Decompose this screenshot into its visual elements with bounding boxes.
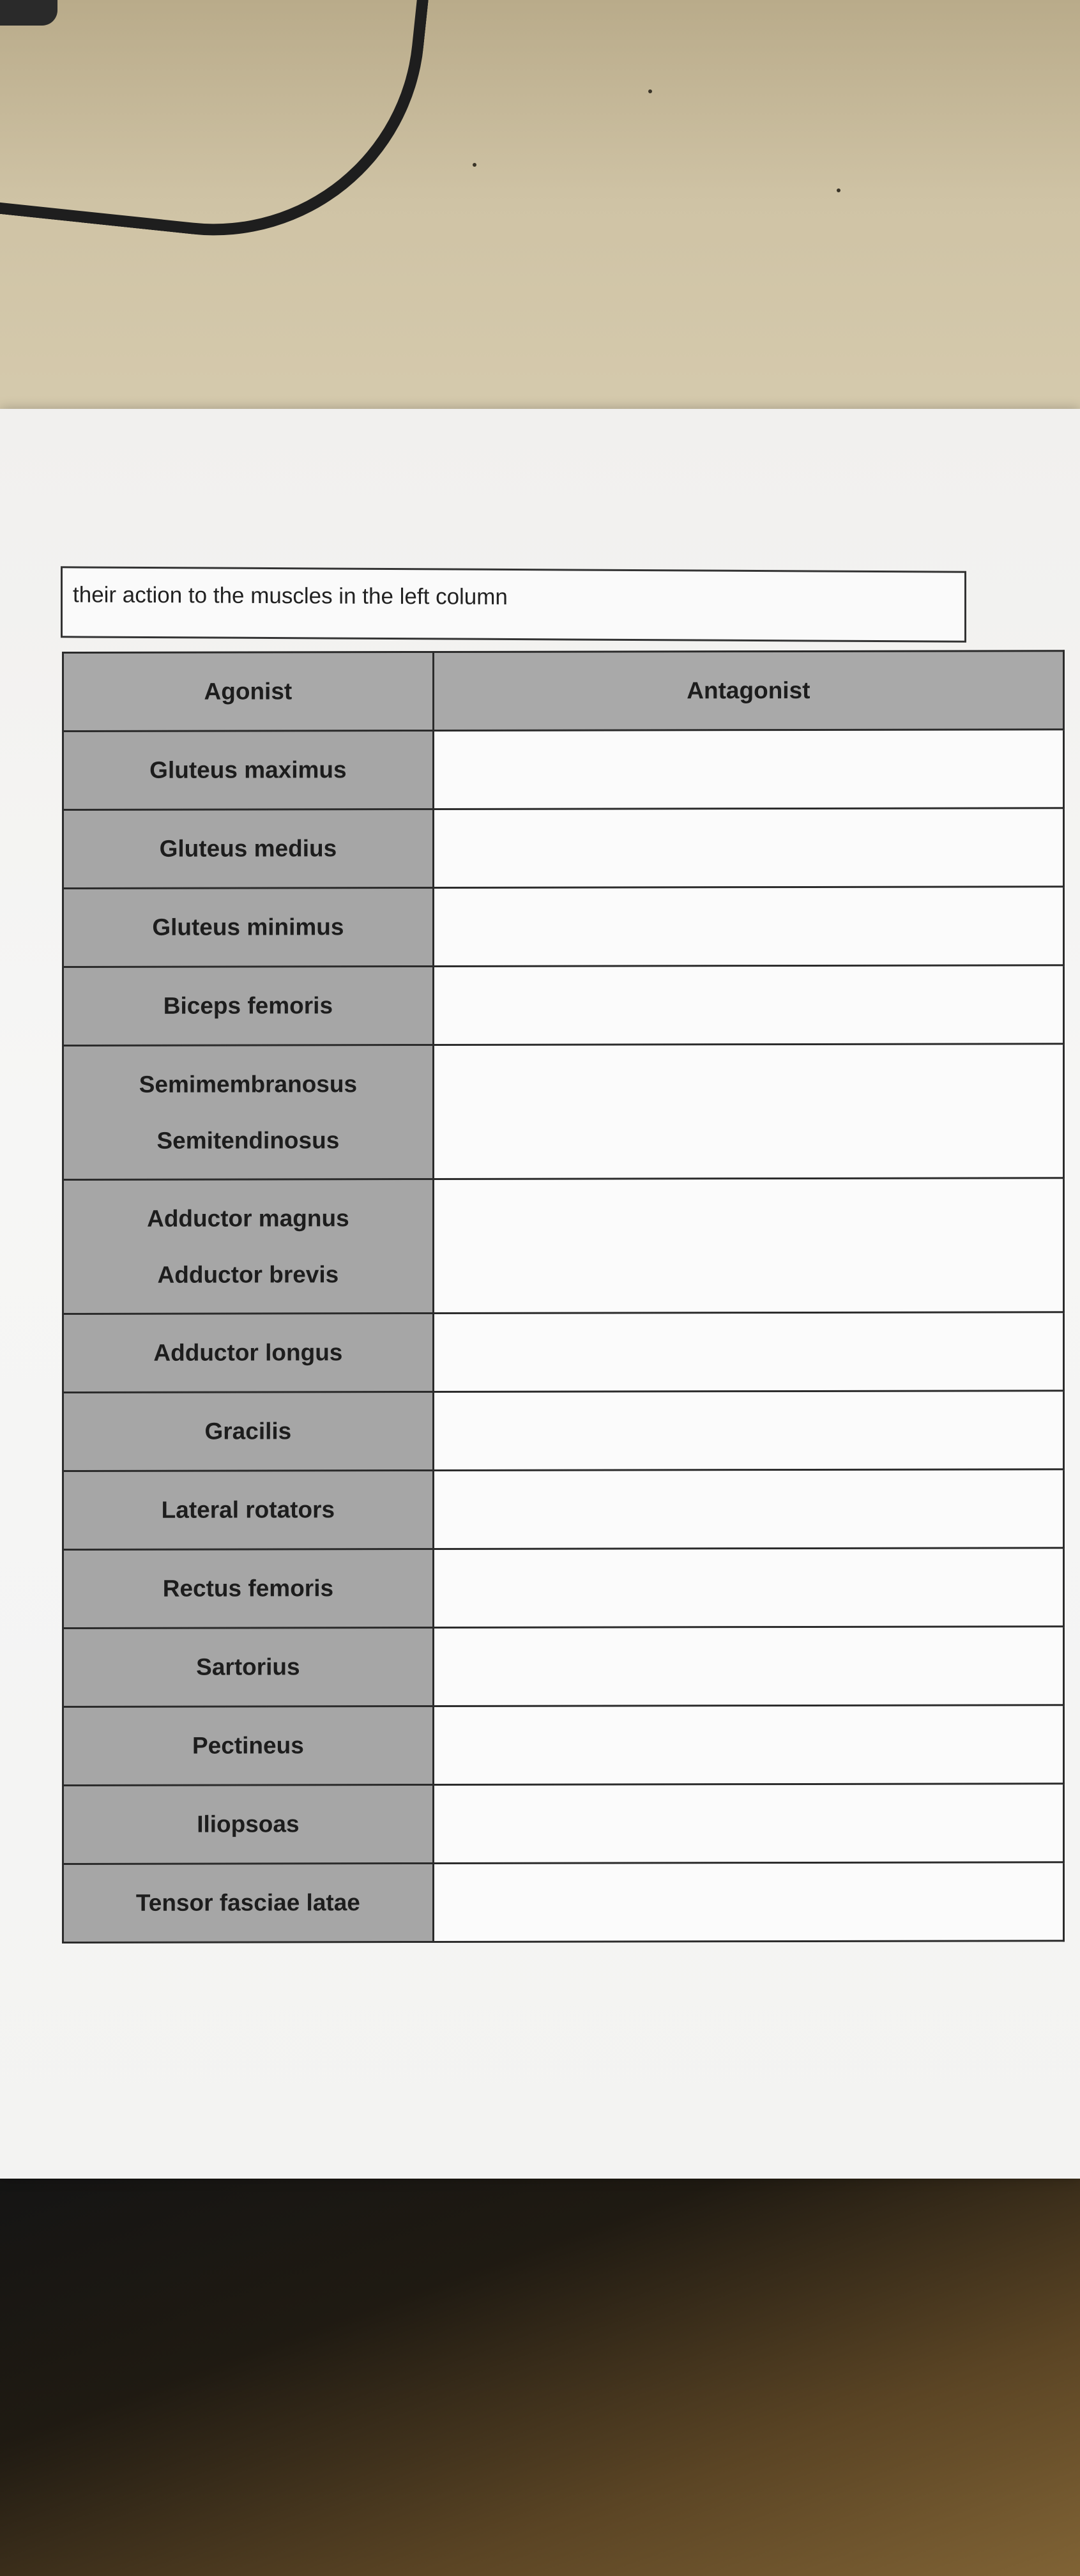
agonist-cell: Tensor fasciae latae — [63, 1863, 434, 1942]
header-antagonist: Antagonist — [433, 651, 1063, 731]
speck — [473, 163, 476, 167]
cable-plug — [0, 0, 57, 26]
cable — [0, 0, 434, 256]
antagonist-answer-cell[interactable] — [433, 1784, 1063, 1864]
antagonist-answer-cell[interactable] — [433, 887, 1063, 967]
header-agonist: Agonist — [63, 652, 434, 731]
antagonist-answer-cell[interactable] — [433, 1705, 1063, 1785]
table-row — [63, 1627, 1064, 1707]
antagonist-answer-cell[interactable] — [433, 730, 1063, 809]
antagonist-answer-cell[interactable] — [433, 1862, 1063, 1942]
antagonist-answer-cell[interactable] — [433, 1044, 1063, 1179]
table-row — [63, 1862, 1064, 1943]
agonist-cell: Rectus femoris — [63, 1549, 434, 1628]
antagonist-answer-cell[interactable] — [433, 808, 1063, 888]
agonist-antagonist-table — [62, 650, 1065, 1943]
table-row — [63, 808, 1064, 889]
instruction-text: their action to the muscles in the left column — [73, 582, 508, 610]
table-row — [63, 887, 1064, 967]
antagonist-answer-cell[interactable] — [433, 965, 1063, 1045]
agonist-cell: Lateral rotators — [63, 1470, 434, 1549]
antagonist-answer-cell[interactable] — [433, 1627, 1063, 1706]
agonist-cell: Sartorius — [63, 1627, 434, 1706]
agonist-name: Adductor magnus — [147, 1204, 349, 1232]
agonist-name: Semimembranosus — [139, 1070, 358, 1098]
agonist-cell — [63, 1179, 434, 1314]
speck — [648, 89, 652, 93]
antagonist-answer-cell[interactable] — [433, 1469, 1063, 1549]
antagonist-answer-cell[interactable] — [433, 1548, 1063, 1628]
agonist-cell: Gluteus maximus — [63, 730, 434, 809]
table-row — [63, 1548, 1064, 1629]
table-row — [63, 965, 1064, 1046]
agonist-cell: Biceps femoris — [63, 966, 434, 1045]
agonist-cell: Gluteus medius — [63, 809, 434, 888]
agonist-name: Semitendinosus — [156, 1126, 340, 1154]
table-row — [63, 1391, 1064, 1471]
instruction-box — [61, 566, 966, 642]
agonist-cell — [63, 1045, 434, 1179]
lap-background — [0, 2159, 1080, 2576]
table-row — [63, 1312, 1064, 1393]
agonist-cell: Iliopsoas — [63, 1784, 434, 1864]
agonist-name: Adductor brevis — [157, 1261, 339, 1288]
antagonist-answer-cell[interactable] — [433, 1391, 1063, 1471]
antagonist-answer-cell[interactable] — [433, 1178, 1063, 1314]
table-row — [63, 1044, 1064, 1180]
agonist-cell: Gluteus minimus — [63, 887, 434, 967]
table-row — [63, 1705, 1064, 1786]
desk-surface — [0, 0, 1080, 447]
table-row — [63, 730, 1064, 810]
table-row — [63, 1469, 1064, 1550]
antagonist-answer-cell[interactable] — [433, 1312, 1063, 1392]
speck — [837, 188, 840, 192]
agonist-cell: Adductor longus — [63, 1313, 434, 1392]
agonist-cell: Gracilis — [63, 1392, 434, 1471]
table-row — [63, 1784, 1064, 1864]
table-row — [63, 1178, 1064, 1314]
agonist-cell: Pectineus — [63, 1706, 434, 1785]
